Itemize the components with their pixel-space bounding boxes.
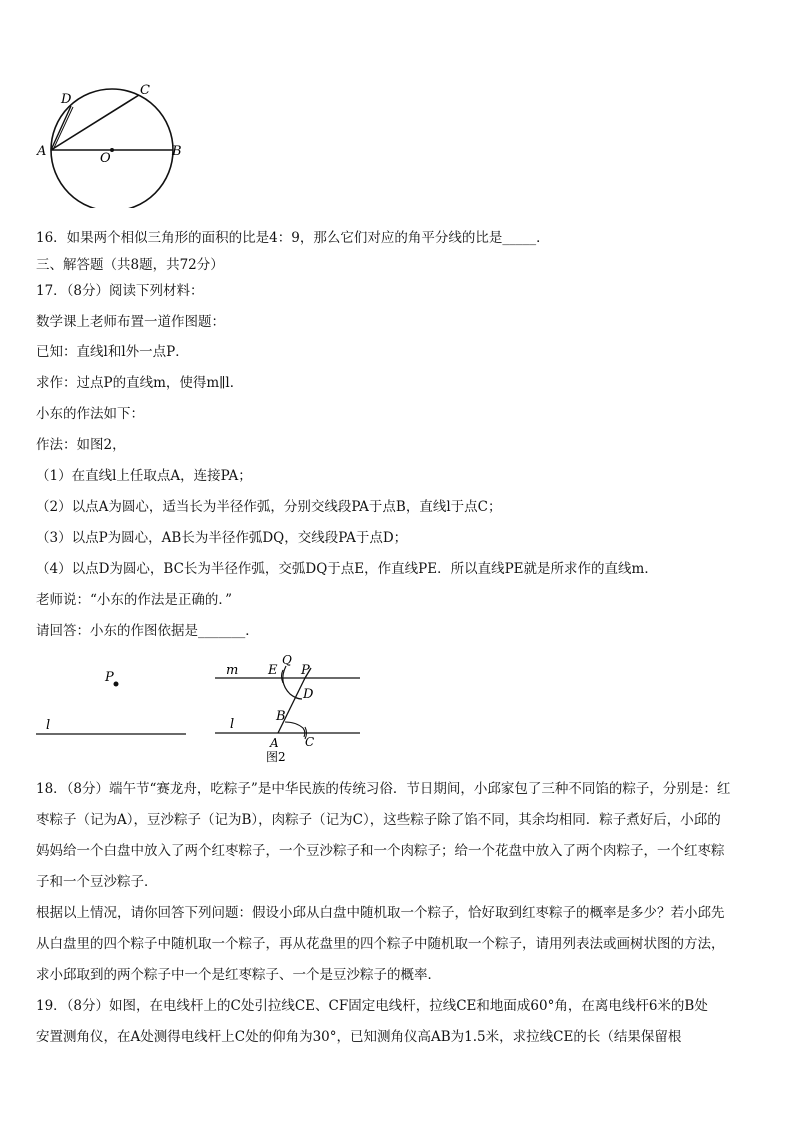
- label-B: B: [276, 709, 286, 724]
- point-line-figure: [36, 662, 196, 747]
- label-l: l: [46, 718, 51, 733]
- arc-BC: [285, 722, 305, 737]
- question-16: 16．如果两个相似三角形的面积的比是4：9，那么它们对应的角平分线的比是_____．: [36, 230, 550, 246]
- label-P: P: [301, 663, 310, 678]
- section-heading: 三、解答题（共8题，共72分）: [36, 257, 224, 273]
- q17-line: 数学课上老师布置一道作图题：: [36, 314, 225, 330]
- label-C: C: [305, 735, 315, 749]
- q19-line: 19．（8分）如图，在电线杆上的C处引拉线CE、CF固定电线杆，拉线CE和地面成60°角，在离电线杆6米的B处: [36, 998, 708, 1014]
- point-P: [114, 682, 119, 687]
- q17-line: 老师说：“小东的作法是正确的．”: [36, 592, 233, 608]
- figure-caption: 图2: [266, 750, 286, 764]
- q18-line: 根据以上情况，请你回答下列问题：假设小邱从白盘中随机取一个粽子，恰好取到红枣粽子的概率是多少？若小邱先: [36, 905, 725, 921]
- figure-2: [210, 650, 370, 768]
- label-Q: Q: [282, 653, 292, 667]
- label-B: B: [172, 144, 182, 159]
- circle-figure: [30, 78, 200, 208]
- q17-line: 作法：如图2，: [36, 437, 126, 453]
- label-O: O: [100, 151, 111, 166]
- label-E-top: E: [268, 663, 278, 678]
- q17-line: （4）以点D为圆心，BC长为半径作弧，交弧DQ于点E，作直线PE．所以直线PE就是所求作的直线m．: [36, 561, 658, 577]
- label-D: D: [303, 687, 314, 702]
- arc-DQ: [283, 666, 302, 699]
- q19-line: 安置测角仪，在A处测得电线杆上C处的仰角为30°，已知测角仪高AB为1.5米，求拉线CE的长（结果保留根: [36, 1029, 682, 1045]
- q17-line: （3）以点P为圆心，AB长为半径作弧DQ，交线段PA于点D；: [36, 530, 408, 546]
- label-P: P: [105, 670, 114, 685]
- label-A: A: [37, 144, 47, 159]
- segment-PA: [278, 678, 305, 733]
- label-l: l: [230, 717, 235, 732]
- q17-header: 17．（8分）阅读下列材料：: [36, 283, 204, 299]
- q17-line: 求作：过点P的直线m，使得m∥l．: [36, 375, 244, 391]
- q18-line: 妈妈给一个白盘中放入了两个红枣粽子，一个豆沙粽子和一个肉粽子；给一个花盘中放入了两个肉粽子，一个红枣粽: [36, 843, 725, 859]
- q17-line: （2）以点A为圆心，适当长为半径作弧，分别交线段PA于点B，直线l于点C；: [36, 499, 502, 515]
- q17-line: 已知：直线l和l外一点P．: [36, 344, 189, 360]
- label-A: A: [270, 736, 279, 750]
- q18-line: 求小邱取到的两个粽子中一个是红枣粽子、一个是豆沙粽子的概率．: [36, 967, 441, 983]
- label-D: D: [61, 92, 72, 107]
- q18-line: 从白盘里的四个粽子中随机取一个粽子，再从花盘里的四个粽子中随机取一个粽子，请用列表法或画树状图的方法，: [36, 936, 725, 952]
- q17-line: 小东的作法如下：: [36, 406, 144, 422]
- label-m: m: [226, 663, 239, 678]
- q18-line: 18．（8分）端午节“赛龙舟，吃粽子”是中华民族的传统习俗．节日期间，小邱家包了三种不同馅的粽子，分别是：红: [36, 781, 731, 797]
- q18-line: 子和一个豆沙粽子．: [36, 874, 158, 890]
- q18-line: 枣粽子（记为A），豆沙粽子（记为B），肉粽子（记为C），这些粽子除了馅不同，其余均相同．粽子煮好后，小邱的: [36, 812, 721, 828]
- q17-line: （1）在直线l上任取点A，连接PA；: [36, 468, 252, 484]
- label-C: C: [140, 83, 150, 98]
- q17-line: 请回答：小东的作图依据是_______．: [36, 623, 259, 639]
